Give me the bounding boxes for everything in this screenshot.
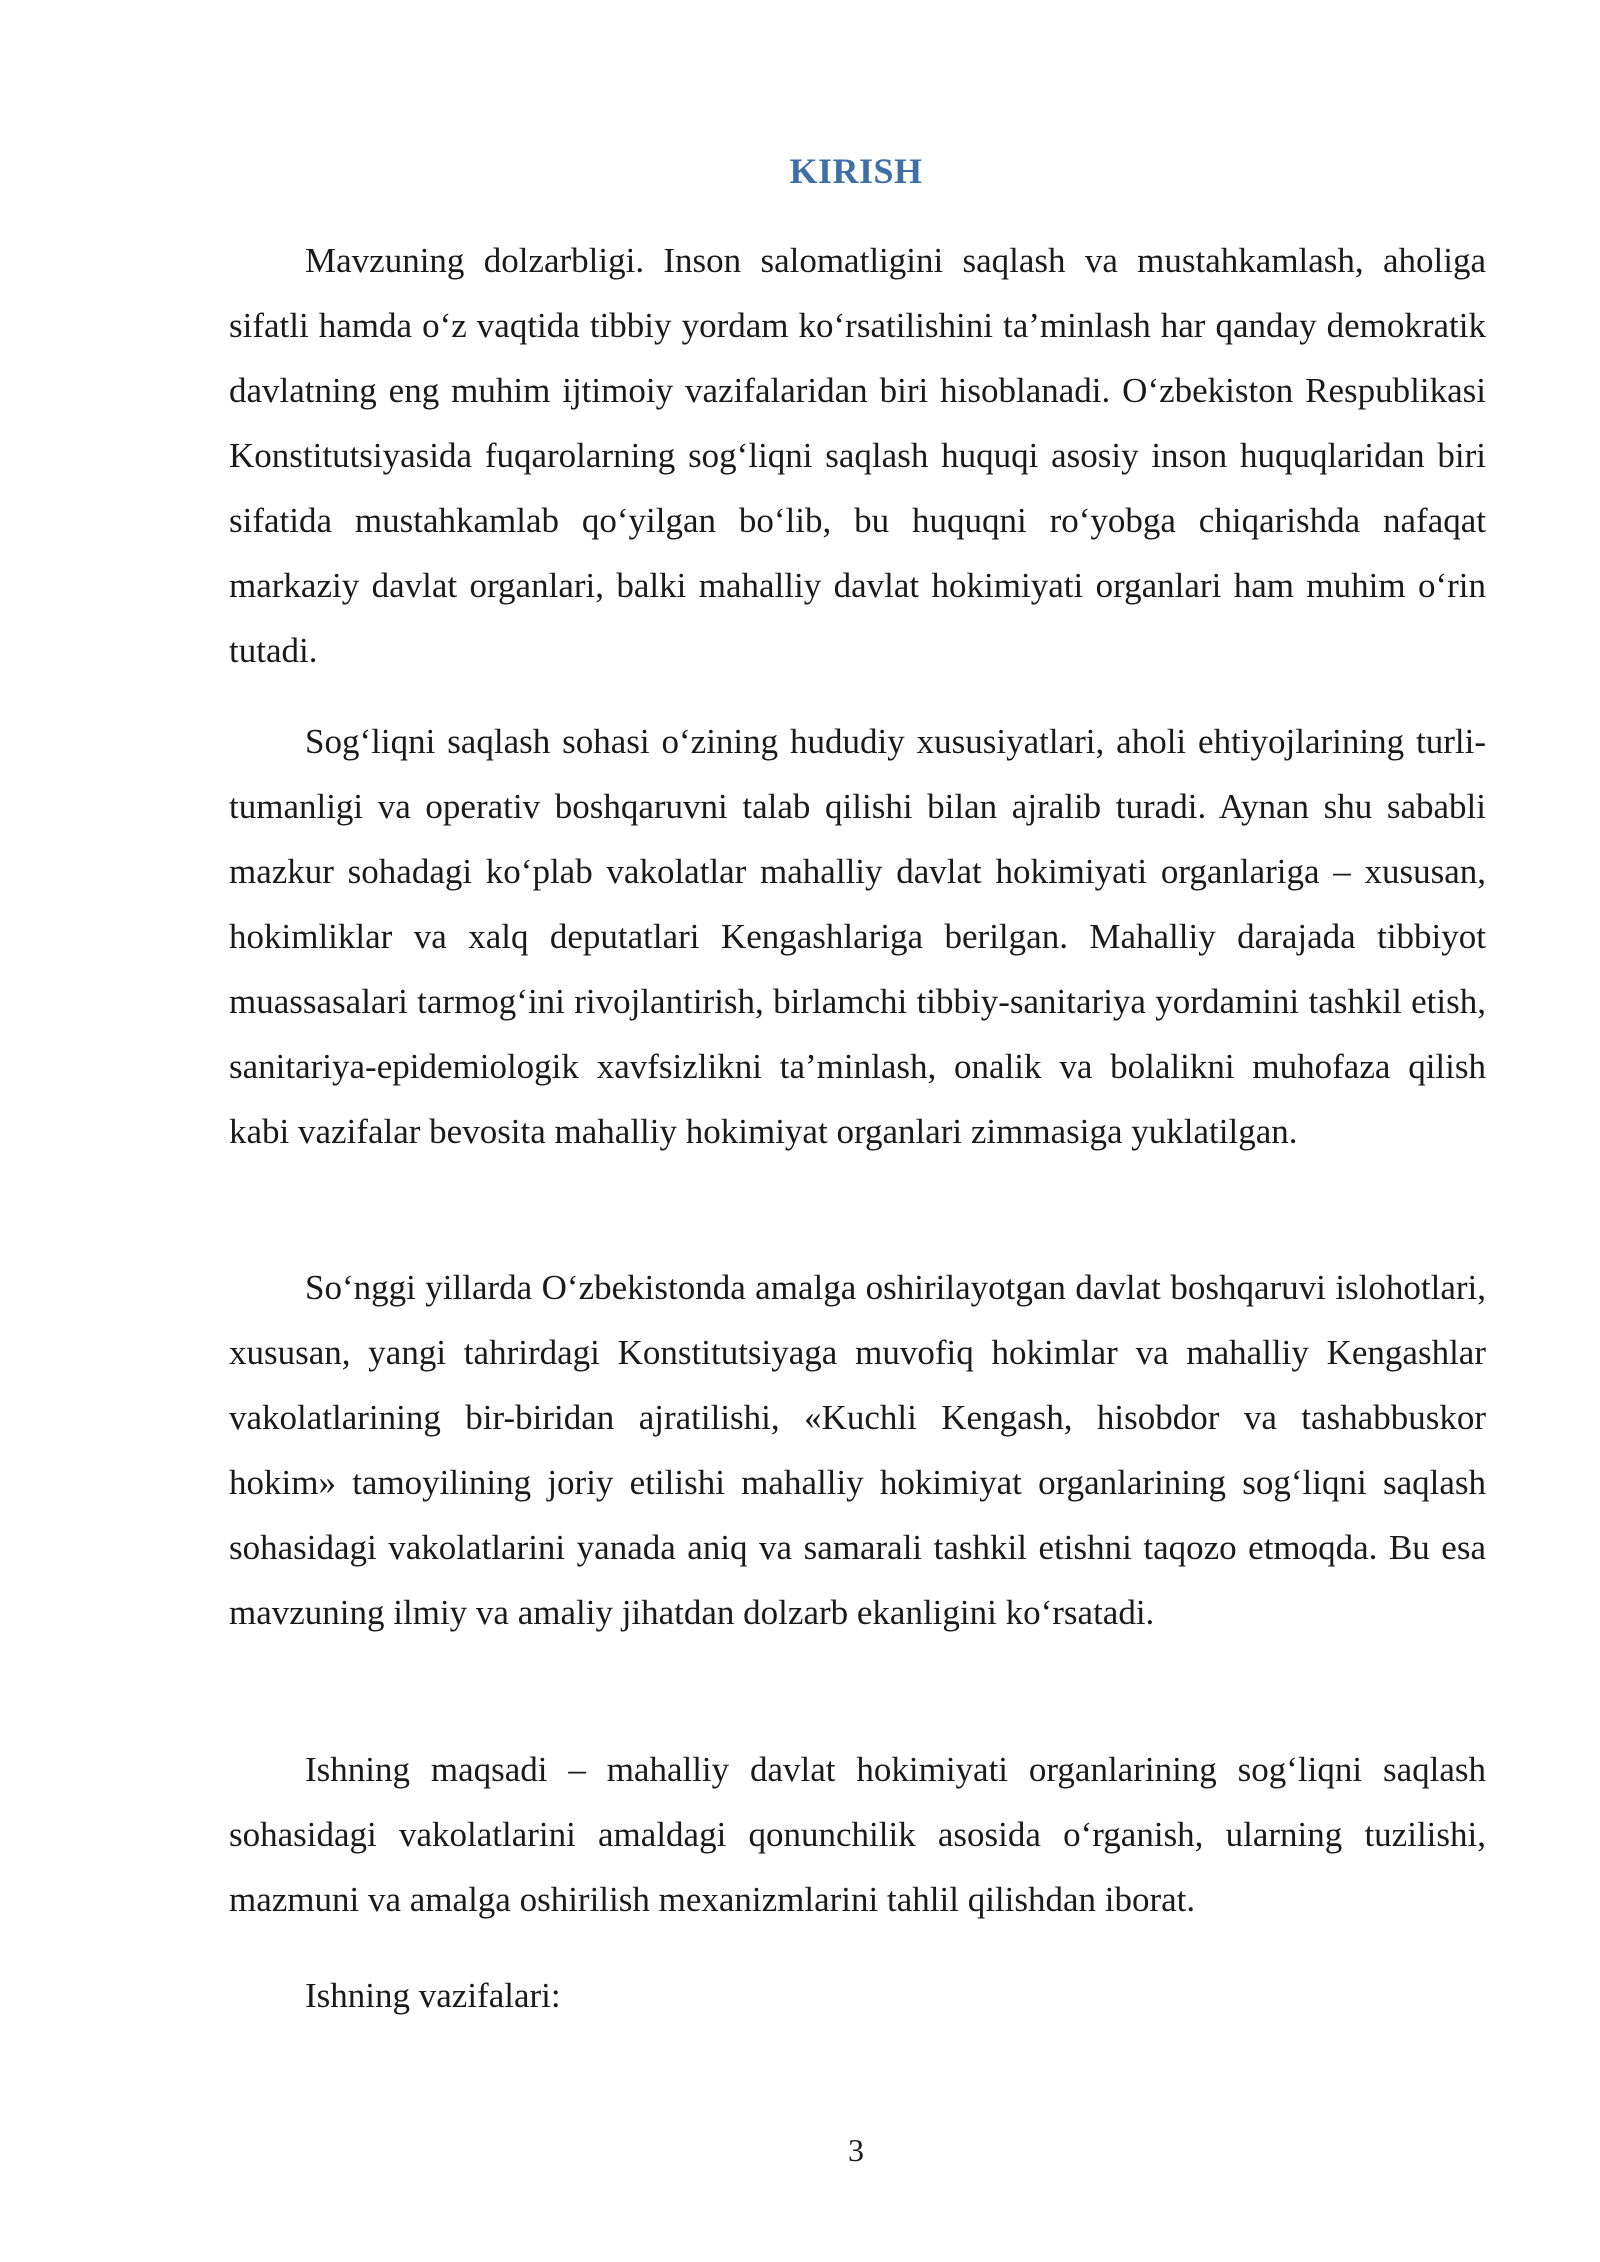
paragraph-healthcare-sector: Sog‘liqni saqlash sohasi o‘zining hududiy xususiyatlari, aholi ehtiyojlarining turli-tumanligi va operativ boshqaruvni talab qilishi bilan ajralib turadi. Aynan shu sababli mazkur sohadagi ko‘plab vakolatlar mahalliy davlat hokimiyati organlariga – xususan, hokimliklar va xalq deputatlari Kengashlariga berilgan. Mahalliy darajada tibbiyot muassasalari tarmog‘ini rivojlantirish, birlamchi tibbiy-sanitariya yordamini tashkil etish, sanitariya-epidemiologik xavfsizlikni ta’minlash, onalik va bolalikni muhofaza qilish kabi vazifalar bevosita mahalliy hokimiyat organlari zimmasiga yuklatilgan. [229, 722, 1486, 1151]
paragraph-goal: Ishning maqsadi – mahalliy davlat hokimiyati organlarining sog‘liqni saqlash sohasidagi vakolatlarini amaldagi qonunchilik asosida o‘rganish, ularning tuzilishi, mazmuni va amalga oshirilish mexanizmlarini tahlil qilishdan iborat. [229, 1750, 1486, 1919]
section-title: KIRISH [789, 151, 923, 191]
page-number: 3 [848, 2132, 864, 2168]
paragraph-reforms: So‘nggi yillarda O‘zbekistonda amalga oshirilayotgan davlat boshqaruvi islohotlari, xususan, yangi tahrirdagi Konstitutsiyaga muvofiq hokimlar va mahalliy Kengashlar vakolatlarining bir-biridan ajratilishi, «Kuchli Kengash, hisobdor va tashabbuskor hokim» tamoyilining joriy etilishi mahalliy hokimiyat organlarining sog‘liqni saqlash sohasidagi vakolatlarini yanada aniq va samarali tashkil etishni taqozo etmoqda. Bu esa mavzuning ilmiy va amaliy jihatdan dolzarb ekanligini ko‘rsatadi. [229, 1268, 1486, 1632]
paragraph-relevance: Mavzuning dolzarbligi. Inson salomatligini saqlash va mustahkamlash, aholiga sifatli hamda o‘z vaqtida tibbiy yordam ko‘rsatilishini ta’minlash har qanday demokratik davlatning eng muhim ijtimoiy vazifalaridan biri hisoblanadi. O‘zbekiston Respublikasi Konstitutsiyasida fuqarolarning sog‘liqni saqlash huquqi asosiy inson huquqlaridan biri sifatida mustahkamlab qo‘yilgan bo‘lib, bu huquqni ro‘yobga chiqarishda nafaqat markaziy davlat organlari, balki mahalliy davlat hokimiyati organlari ham muhim o‘rin tutadi. [229, 241, 1486, 670]
paragraph-tasks-heading: Ishning vazifalari: [305, 1976, 561, 2015]
